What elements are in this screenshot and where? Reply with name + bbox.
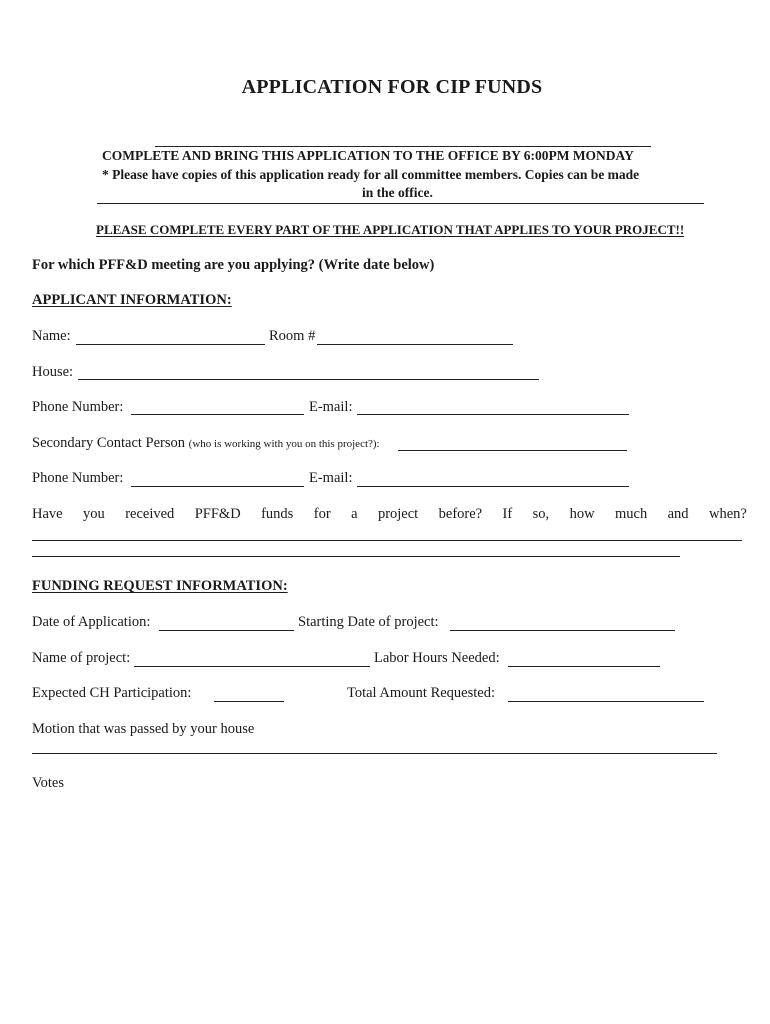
email-field[interactable] xyxy=(357,414,629,415)
instructions-top-rule xyxy=(155,146,651,147)
project-name-field[interactable] xyxy=(134,666,370,667)
total-amount-label: Total Amount Requested: xyxy=(347,685,495,701)
prior-funds-word: before? xyxy=(438,506,483,522)
meeting-date-question: For which PFF&D meeting are you applying? (Write date below) xyxy=(32,257,435,273)
prior-funds-question xyxy=(32,506,747,523)
phone-number-field[interactable] xyxy=(131,414,304,415)
applicant-information-heading: APPLICANT INFORMATION: xyxy=(32,292,232,308)
date-of-application-field[interactable] xyxy=(159,630,294,631)
prior-funds-word: how xyxy=(569,506,595,522)
labor-hours-label: Labor Hours Needed: xyxy=(374,650,500,666)
secondary-phone-label: Phone Number: xyxy=(32,470,124,486)
motion-field[interactable] xyxy=(32,753,717,754)
starting-date-label: Starting Date of project: xyxy=(298,614,439,630)
name-label: Name: xyxy=(32,328,71,344)
funding-request-heading: FUNDING REQUEST INFORMATION: xyxy=(32,578,288,594)
prior-funds-word: If xyxy=(502,506,513,522)
secondary-email-field[interactable] xyxy=(357,486,629,487)
secondary-contact-label xyxy=(32,435,380,452)
prior-funds-word: received xyxy=(125,506,175,522)
date-of-application-label: Date of Application: xyxy=(32,614,151,630)
form-title: APPLICATION FOR CIP FUNDS xyxy=(241,76,543,98)
prior-funds-word: so, xyxy=(532,506,550,522)
instructions-bottom-rule xyxy=(97,203,704,204)
room-field[interactable] xyxy=(317,344,513,345)
email-label: E-mail: xyxy=(309,399,353,415)
instructions-line-1: COMPLETE AND BRING THIS APPLICATION TO THE OFFICE BY 6:00PM MONDAY xyxy=(102,148,634,163)
secondary-email-label: E-mail: xyxy=(309,470,353,486)
room-label: Room # xyxy=(269,328,316,344)
house-label: House: xyxy=(32,364,74,380)
secondary-phone-field[interactable] xyxy=(131,486,304,487)
prior-funds-word: funds xyxy=(261,506,294,522)
secondary-contact-text: Secondary Contact Person xyxy=(32,435,186,451)
votes-label: Votes xyxy=(32,775,64,791)
prior-funds-word: you xyxy=(83,506,105,522)
prior-funds-word: and xyxy=(667,506,689,522)
instructions-line-2: * Please have copies of this application ready for all committee members. Copies can be made xyxy=(102,167,640,182)
prior-funds-word: much xyxy=(614,506,648,522)
prior-funds-word: project xyxy=(377,506,419,522)
prior-funds-word: when? xyxy=(708,506,747,522)
prior-funds-word: a xyxy=(351,506,358,522)
phone-number-label: Phone Number: xyxy=(32,399,124,415)
labor-hours-field[interactable] xyxy=(508,666,660,667)
secondary-contact-note: (who is working with you on this project?): xyxy=(188,438,380,450)
complete-every-part-notice: PLEASE COMPLETE EVERY PART OF THE APPLICATION THAT APPLIES TO YOUR PROJECT!! xyxy=(96,222,685,237)
total-amount-field[interactable] xyxy=(508,701,704,702)
secondary-contact-field[interactable] xyxy=(398,450,627,451)
prior-funds-word: for xyxy=(313,506,331,522)
starting-date-field[interactable] xyxy=(450,630,675,631)
prior-funds-word: PFF&D xyxy=(194,506,241,522)
instructions-line-3: in the office. xyxy=(362,185,433,200)
motion-label: Motion that was passed by your house xyxy=(32,721,255,737)
name-field[interactable] xyxy=(76,344,265,345)
ch-participation-label: Expected CH Participation: xyxy=(32,685,192,701)
house-field[interactable] xyxy=(78,379,539,380)
prior-funds-answer-line-2[interactable] xyxy=(32,556,680,557)
project-name-label: Name of project: xyxy=(32,650,131,666)
prior-funds-answer-line-1[interactable] xyxy=(32,540,742,541)
prior-funds-word: Have xyxy=(32,506,63,522)
ch-participation-field[interactable] xyxy=(214,701,284,702)
